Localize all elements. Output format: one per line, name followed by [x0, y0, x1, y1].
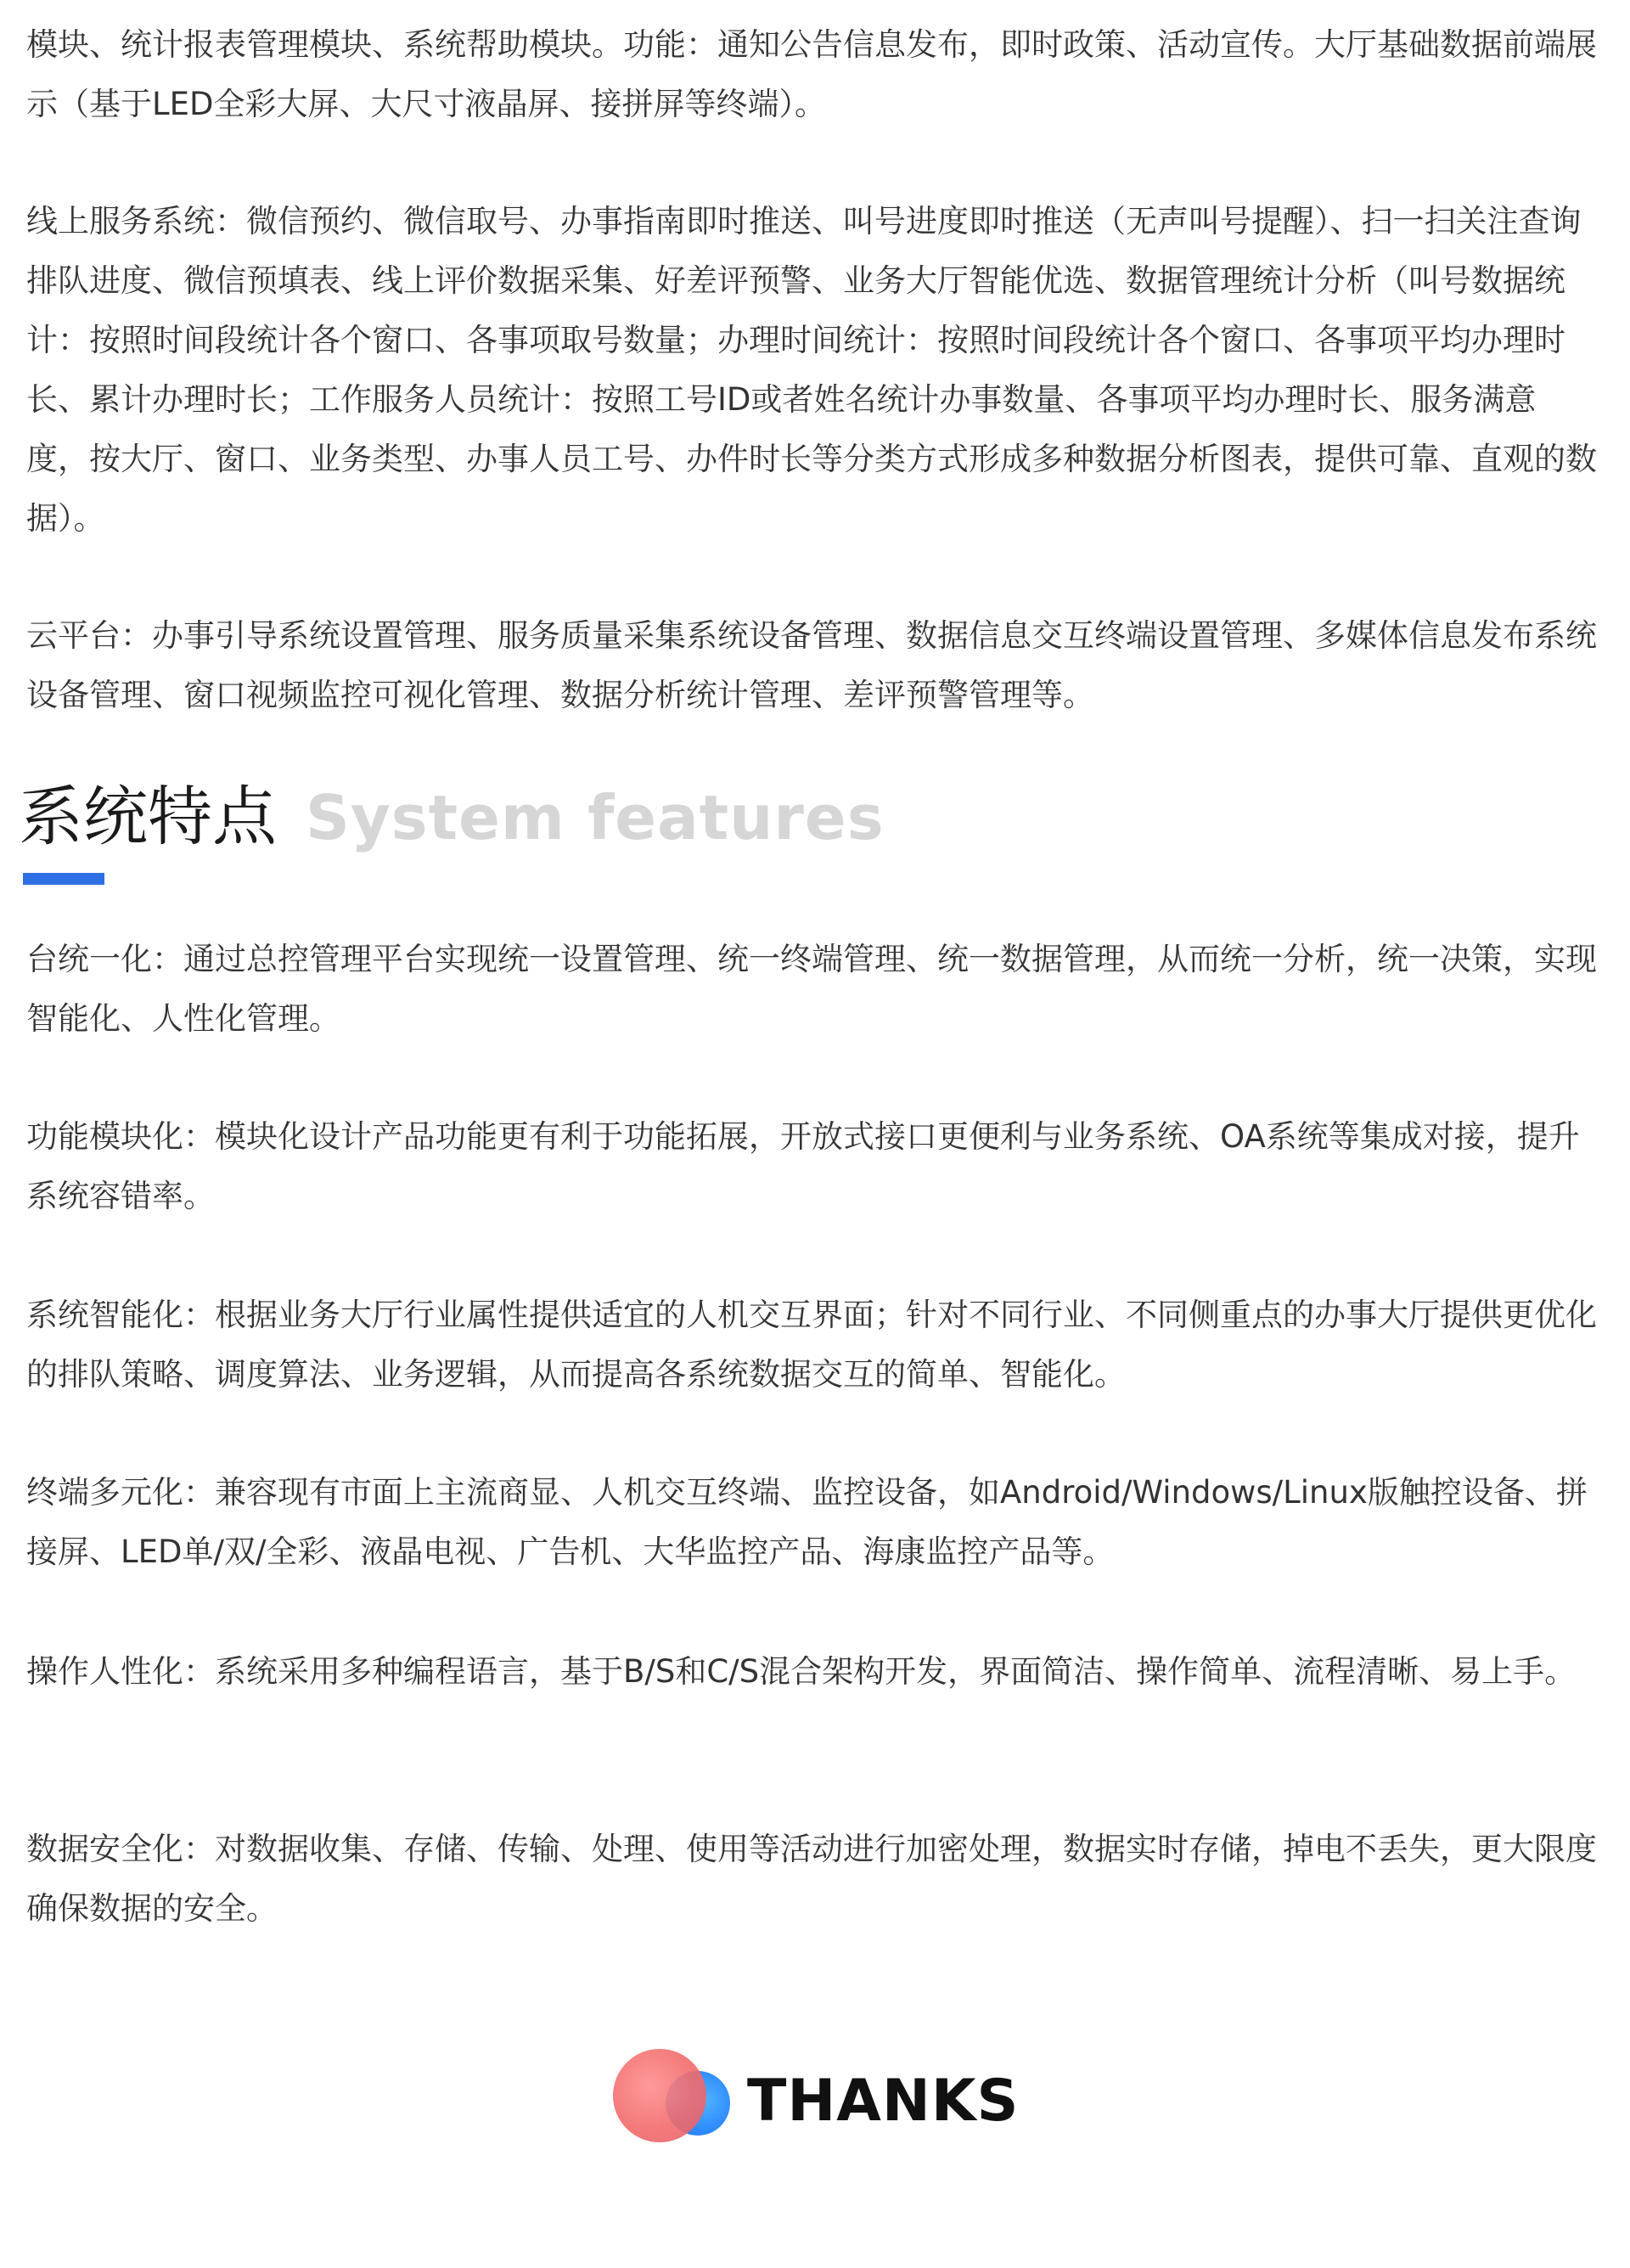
logo-red-circle-icon — [613, 2049, 706, 2142]
section-title-underline — [23, 873, 104, 885]
intro-paragraph-online-service: 线上服务系统：微信预约、微信取号、办事指南即时推送、叫号进度即时推送（无声叫号提醒）、扫一扫关注查询排队进度、微信预填表、线上评价数据采集、好差评预警、业务大厅智能优选、数据管理统计分析（叫号数据统计：按照时间段统计各个窗口、各事项取号数量；办理时间统计：按照时间段统计各个窗口、各事项平均办理时长、累计办理时长；工作服务人员统计：按照工号ID或者姓名统计办事数量、各事项平均办理时长、服务满意度，按大厅、窗口、业务类型、办事人员工号、办件时长等分类方式形成多种数据分析图表，提供可靠、直观的数据）。 — [26, 203, 1597, 537]
feature-modular: 功能模块化：模块化设计产品功能更有利于功能拓展，开放式接口更便利与业务系统、OA系统等集成对接，提升系统容错率。 — [26, 1118, 1580, 1214]
intro-paragraph-cloud-platform: 云平台：办事引导系统设置管理、服务质量采集系统设备管理、数据信息交互终端设置管理、多媒体信息发布系统设备管理、窗口视频监控可视化管理、数据分析统计管理、差评预警管理等。 — [26, 617, 1597, 713]
feature-intelligent: 系统智能化：根据业务大厅行业属性提供适宜的人机交互界面；针对不同行业、不同侧重点的办事大厅提供更优化的排队策略、调度算法、业务逻辑，从而提高各系统数据交互的简单、智能化。 — [26, 1297, 1597, 1393]
thanks-logo — [613, 2049, 1020, 2151]
section-title — [19, 774, 885, 875]
feature-data-security: 数据安全化：对数据收集、存储、传输、处理、使用等活动进行加密处理，数据实时存储，掉电不丢失，更大限度确保数据的安全。 — [26, 1831, 1597, 1927]
feature-user-friendly: 操作人性化：系统采用多种编程语言，基于B/S和C/S混合架构开发，界面简洁、操作简单、流程清晰、易上手。 — [26, 1653, 1577, 1690]
feature-multi-terminal: 终端多元化：兼容现有市面上主流商显、人机交互终端、监控设备，如Android/Windows/Linux版触控设备、拼接屏、LED单/双/全彩、液晶电视、广告机、大华监控产品、海康监控产品等。 — [26, 1474, 1588, 1570]
section-title-en: System features — [306, 782, 885, 853]
section-title-cn: 系统特点 — [19, 779, 277, 854]
feature-unified: 台统一化：通过总控管理平台实现统一设置管理、统一终端管理、统一数据管理，从而统一分析，统一决策，实现智能化、人性化管理。 — [26, 941, 1597, 1037]
thanks-text: THANKS — [747, 2068, 1020, 2135]
intro-paragraph-modules: 模块、统计报表管理模块、系统帮助模块。功能：通知公告信息发布，即时政策、活动宣传。大厅基础数据前端展示（基于LED全彩大屏、大尺寸液晶屏、接拼屏等终端）。 — [26, 26, 1597, 122]
